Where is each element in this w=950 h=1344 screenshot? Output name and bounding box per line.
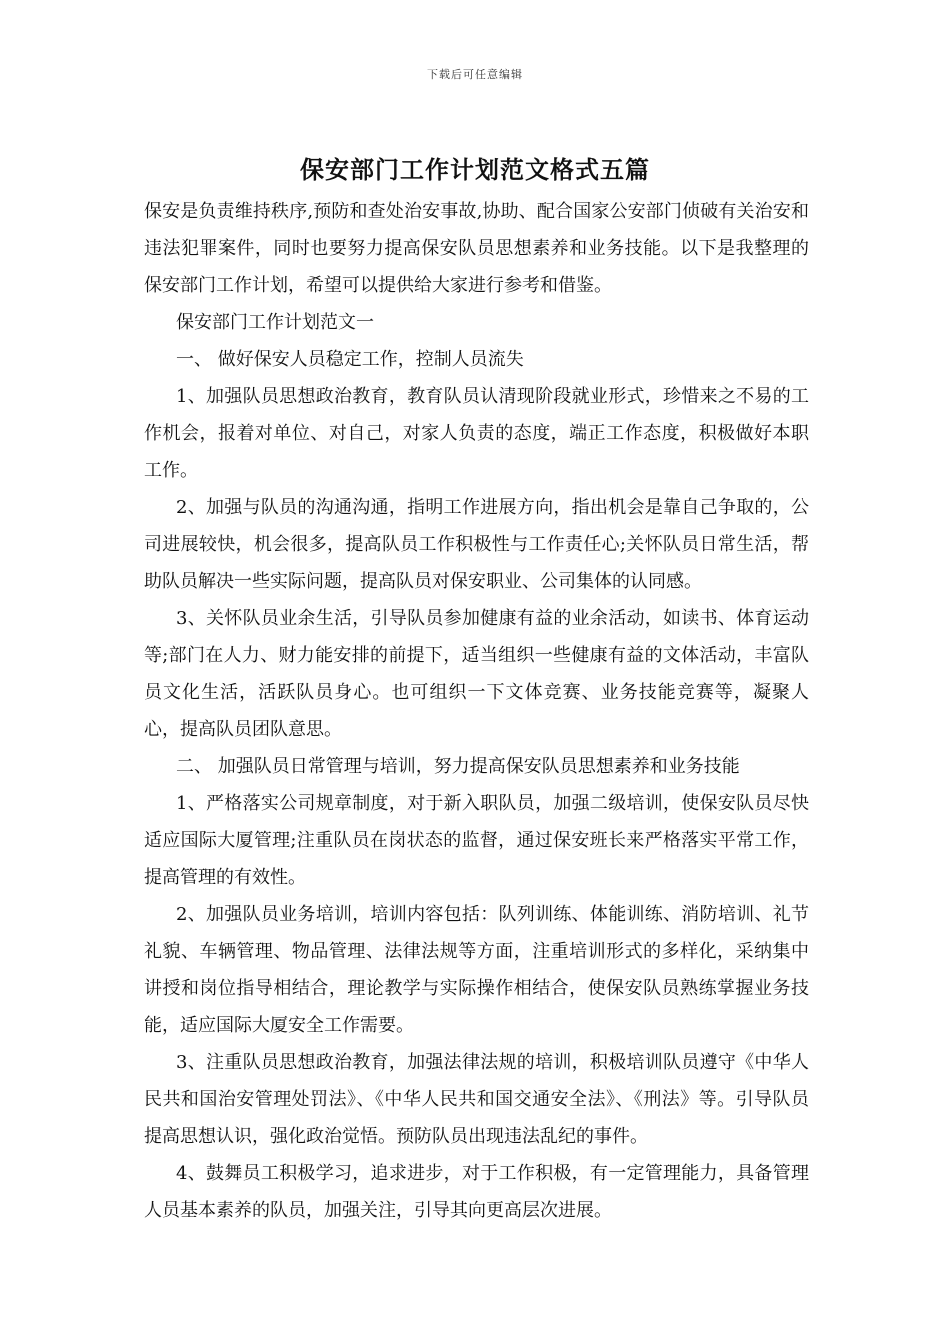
document-body: [144, 193, 809, 1229]
paragraph-1-3: 3、关怀队员业余生活，引导队员参加健康有益的业余活动，如读书、体育运动等;部门在人力、财力能安排的前提下，适当组织一些健康有益的文体活动，丰富队员文化生活，活跃队员身心。也可组织一下文体竞赛、业务技能竞赛等，凝聚人心，提高队员团队意思。: [144, 608, 809, 740]
section-heading-2: 二、 加强队员日常管理与培训，努力提高保安队员思想素养和业务技能: [176, 756, 740, 777]
section-heading-1: 一、 做好保安人员稳定工作，控制人员流失: [176, 349, 524, 370]
paragraph-2-2: 2、加强队员业务培训，培训内容包括：队列训练、体能训练、消防培训、礼节礼貌、车辆管理、物品管理、法律法规等方面，注重培训形式的多样化，采纳集中讲授和岗位指导相结合，理论教学与实际操作相结合，使保安队员熟练掌握业务技能，适应国际大厦安全工作需要。: [144, 904, 809, 1036]
paragraph-1-1: 1、加强队员思想政治教育，教育队员认清现阶段就业形式，珍惜来之不易的工作机会，报着对单位、对自己，对家人负责的态度，端正工作态度，积极做好本职工作。: [144, 386, 809, 481]
paragraph-2-1: 1、严格落实公司规章制度，对于新入职队员，加强二级培训，使保安队员尽快适应国际大厦管理;注重队员在岗状态的监督，通过保安班长来严格落实平常工作，提高管理的有效性。: [144, 793, 809, 888]
intro-paragraph: 保安是负责维持秩序,预防和查处治安事故,协助、配合国家公安部门侦破有关治安和违法犯罪案件，同时也要努力提高保安队员思想素养和业务技能。以下是我整理的保安部门工作计划，希望可以提供给大家进行参考和借鉴。: [144, 201, 809, 296]
section-subtitle: 保安部门工作计划范文一: [176, 312, 374, 333]
paragraph-2-4: 4、鼓舞员工积极学习，追求进步，对于工作积极，有一定管理能力，具备管理人员基本素养的队员，加强关注，引导其向更高层次进展。: [144, 1163, 809, 1221]
paragraph-2-3: 3、注重队员思想政治教育，加强法律法规的培训，积极培训队员遵守《中华人民共和国治安管理处罚法》、《中华人民共和国交通安全法》、《刑法》等。引导队员提高思想认识，强化政治觉悟。预防队员出现违法乱纪的事件。: [144, 1052, 809, 1147]
document-title: 保安部门工作计划范文格式五篇: [300, 155, 650, 184]
header-note: 下载后可任意编辑: [427, 68, 523, 81]
paragraph-1-2: 2、加强与队员的沟通沟通，指明工作进展方向，指出机会是靠自己争取的，公司进展较快，机会很多，提高队员工作积极性与工作责任心;关怀队员日常生活，帮助队员解决一些实际问题，提高队员对保安职业、公司集体的认同感。: [144, 497, 809, 592]
